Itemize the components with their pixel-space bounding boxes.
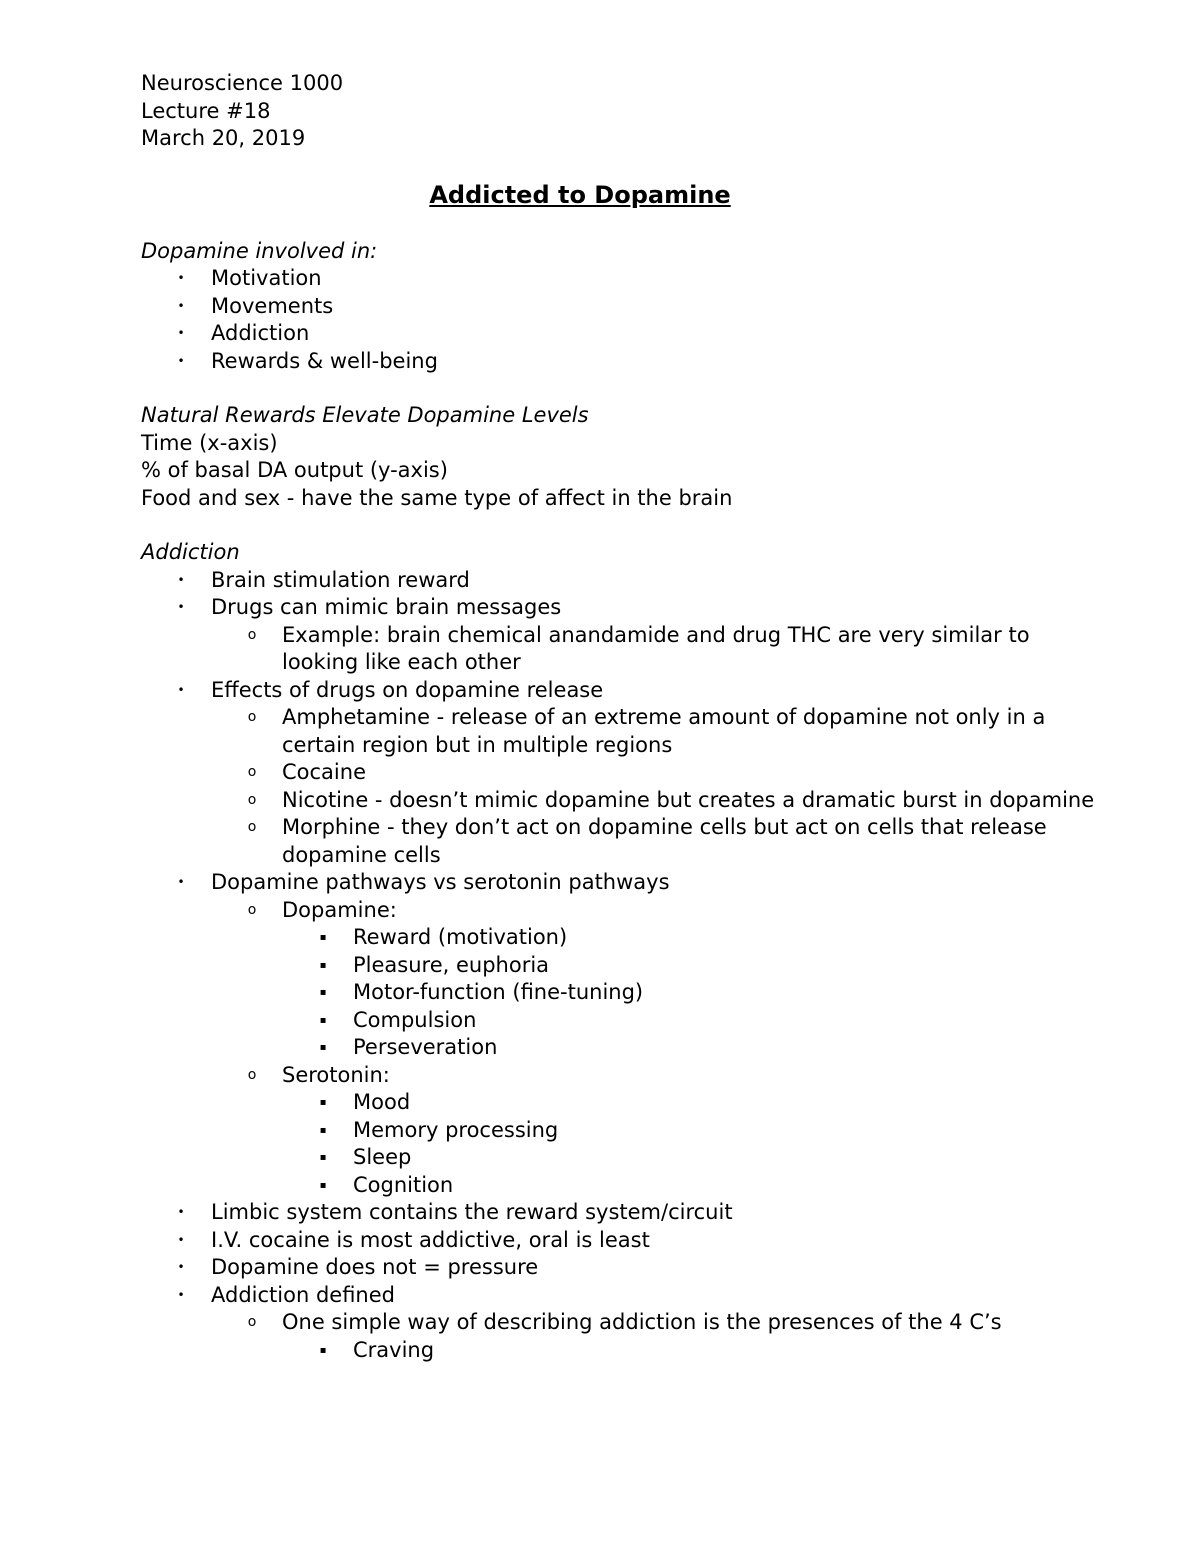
list-item: o Nicotine - doesn’t mimic dopamine but creates a dramatic burst in dopamine bbox=[141, 787, 1101, 815]
list-item: o Example: brain chemical anandamide and drug THC are very similar to looking like each other bbox=[141, 622, 1101, 677]
circle-bullet-icon: o bbox=[247, 901, 257, 918]
list-item: ▪ Craving bbox=[141, 1337, 1101, 1365]
list-item: • Drugs can mimic brain messages bbox=[141, 594, 1101, 622]
list-item: ▪ Pleasure, euphoria bbox=[141, 952, 1101, 980]
list-item: • Effects of drugs on dopamine release bbox=[141, 677, 1101, 705]
list-item: o Morphine - they don’t act on dopamine cells but act on cells that release dopamine cells bbox=[141, 814, 1101, 869]
square-bullet-icon: ▪ bbox=[319, 959, 327, 971]
bullet-icon: • bbox=[177, 1232, 185, 1247]
list-item: ▪ Sleep bbox=[141, 1144, 1101, 1172]
list-item: o Dopamine: bbox=[141, 897, 1101, 925]
square-bullet-icon: ▪ bbox=[319, 1124, 327, 1136]
square-bullet-icon: ▪ bbox=[319, 1179, 327, 1191]
square-bullet-icon: ▪ bbox=[319, 987, 327, 998]
list-item: ▪ Compulsion bbox=[141, 1007, 1101, 1035]
list-item: o Amphetamine - release of an extreme amount of dopamine not only in a certain region but in multiple regions bbox=[141, 704, 1101, 759]
document-content bbox=[141, 70, 1101, 1364]
list-item: • Addiction defined bbox=[141, 1282, 1101, 1310]
lecture-date: March 20, 2019 bbox=[141, 126, 306, 150]
circle-bullet-icon: o bbox=[247, 791, 257, 808]
bullet-icon: • bbox=[177, 600, 185, 614]
list-item: ▪ Reward (motivation) bbox=[141, 924, 1101, 952]
circle-bullet-icon: o bbox=[247, 626, 257, 643]
section-heading-natural-rewards: Natural Rewards Elevate Dopamine Levels bbox=[141, 403, 589, 427]
section-heading-addiction: Addiction bbox=[141, 540, 240, 564]
list-item: ▪ Memory processing bbox=[141, 1117, 1101, 1145]
bullet-icon: • bbox=[177, 326, 185, 340]
paragraph-line: Time (x-axis) bbox=[141, 430, 278, 455]
bullet-icon: • bbox=[177, 875, 185, 889]
list-item: • Brain stimulation reward bbox=[141, 567, 1101, 595]
addiction-list bbox=[141, 567, 1101, 1365]
list-item: ▪ Mood bbox=[141, 1089, 1101, 1117]
list-item: • Motivation bbox=[141, 265, 1101, 293]
list-item: ▪ Cognition bbox=[141, 1172, 1101, 1200]
circle-bullet-icon: o bbox=[247, 1066, 257, 1083]
bullet-icon: • bbox=[177, 572, 185, 587]
bullet-icon: • bbox=[177, 353, 185, 368]
paragraph-line: % of basal DA output (y-axis) bbox=[141, 458, 448, 482]
course-name: Neuroscience 1000 bbox=[141, 71, 344, 95]
list-item: • Dopamine pathways vs serotonin pathways bbox=[141, 869, 1101, 897]
list-item: • Addiction bbox=[141, 320, 1101, 348]
list-item: • I.V. cocaine is most addictive, oral is least bbox=[141, 1227, 1101, 1255]
list-item: o Cocaine bbox=[141, 759, 1101, 787]
lecture-number: Lecture #18 bbox=[141, 98, 271, 123]
section-heading-dopamine-involved: Dopamine involved in: bbox=[141, 238, 378, 263]
bullet-icon: • bbox=[177, 298, 185, 313]
list-item: • Movements bbox=[141, 293, 1101, 321]
circle-bullet-icon: o bbox=[247, 1314, 257, 1330]
list-item: o One simple way of describing addiction is the presences of the 4 C’s bbox=[141, 1309, 1101, 1337]
bullet-icon: • bbox=[177, 1205, 185, 1219]
square-bullet-icon: ▪ bbox=[319, 1014, 327, 1026]
square-bullet-icon: ▪ bbox=[319, 1344, 327, 1356]
square-bullet-icon: ▪ bbox=[319, 932, 327, 943]
square-bullet-icon: ▪ bbox=[319, 1042, 327, 1053]
list-item: ▪ Perseveration bbox=[141, 1034, 1101, 1062]
bullet-icon: • bbox=[177, 1260, 185, 1274]
list-item: • Limbic system contains the reward system/circuit bbox=[141, 1199, 1101, 1227]
list-item: ▪ Motor-function (fine-tuning) bbox=[141, 979, 1101, 1007]
bullet-icon: • bbox=[177, 1287, 185, 1302]
bullet-icon: • bbox=[177, 682, 185, 697]
circle-bullet-icon: o bbox=[247, 764, 257, 780]
document-title: Addicted to Dopamine bbox=[429, 180, 731, 209]
list-item: o Serotonin: bbox=[141, 1062, 1101, 1090]
list-item: • Rewards & well-being bbox=[141, 348, 1101, 376]
square-bullet-icon: ▪ bbox=[319, 1152, 327, 1163]
bullet-icon: • bbox=[177, 271, 185, 285]
square-bullet-icon: ▪ bbox=[319, 1097, 327, 1108]
paragraph-line: Food and sex - have the same type of affect in the brain bbox=[141, 485, 733, 510]
list-item: • Dopamine does not = pressure bbox=[141, 1254, 1101, 1282]
circle-bullet-icon: o bbox=[247, 709, 257, 725]
dopamine-roles-list bbox=[141, 265, 1101, 375]
circle-bullet-icon: o bbox=[247, 819, 257, 835]
